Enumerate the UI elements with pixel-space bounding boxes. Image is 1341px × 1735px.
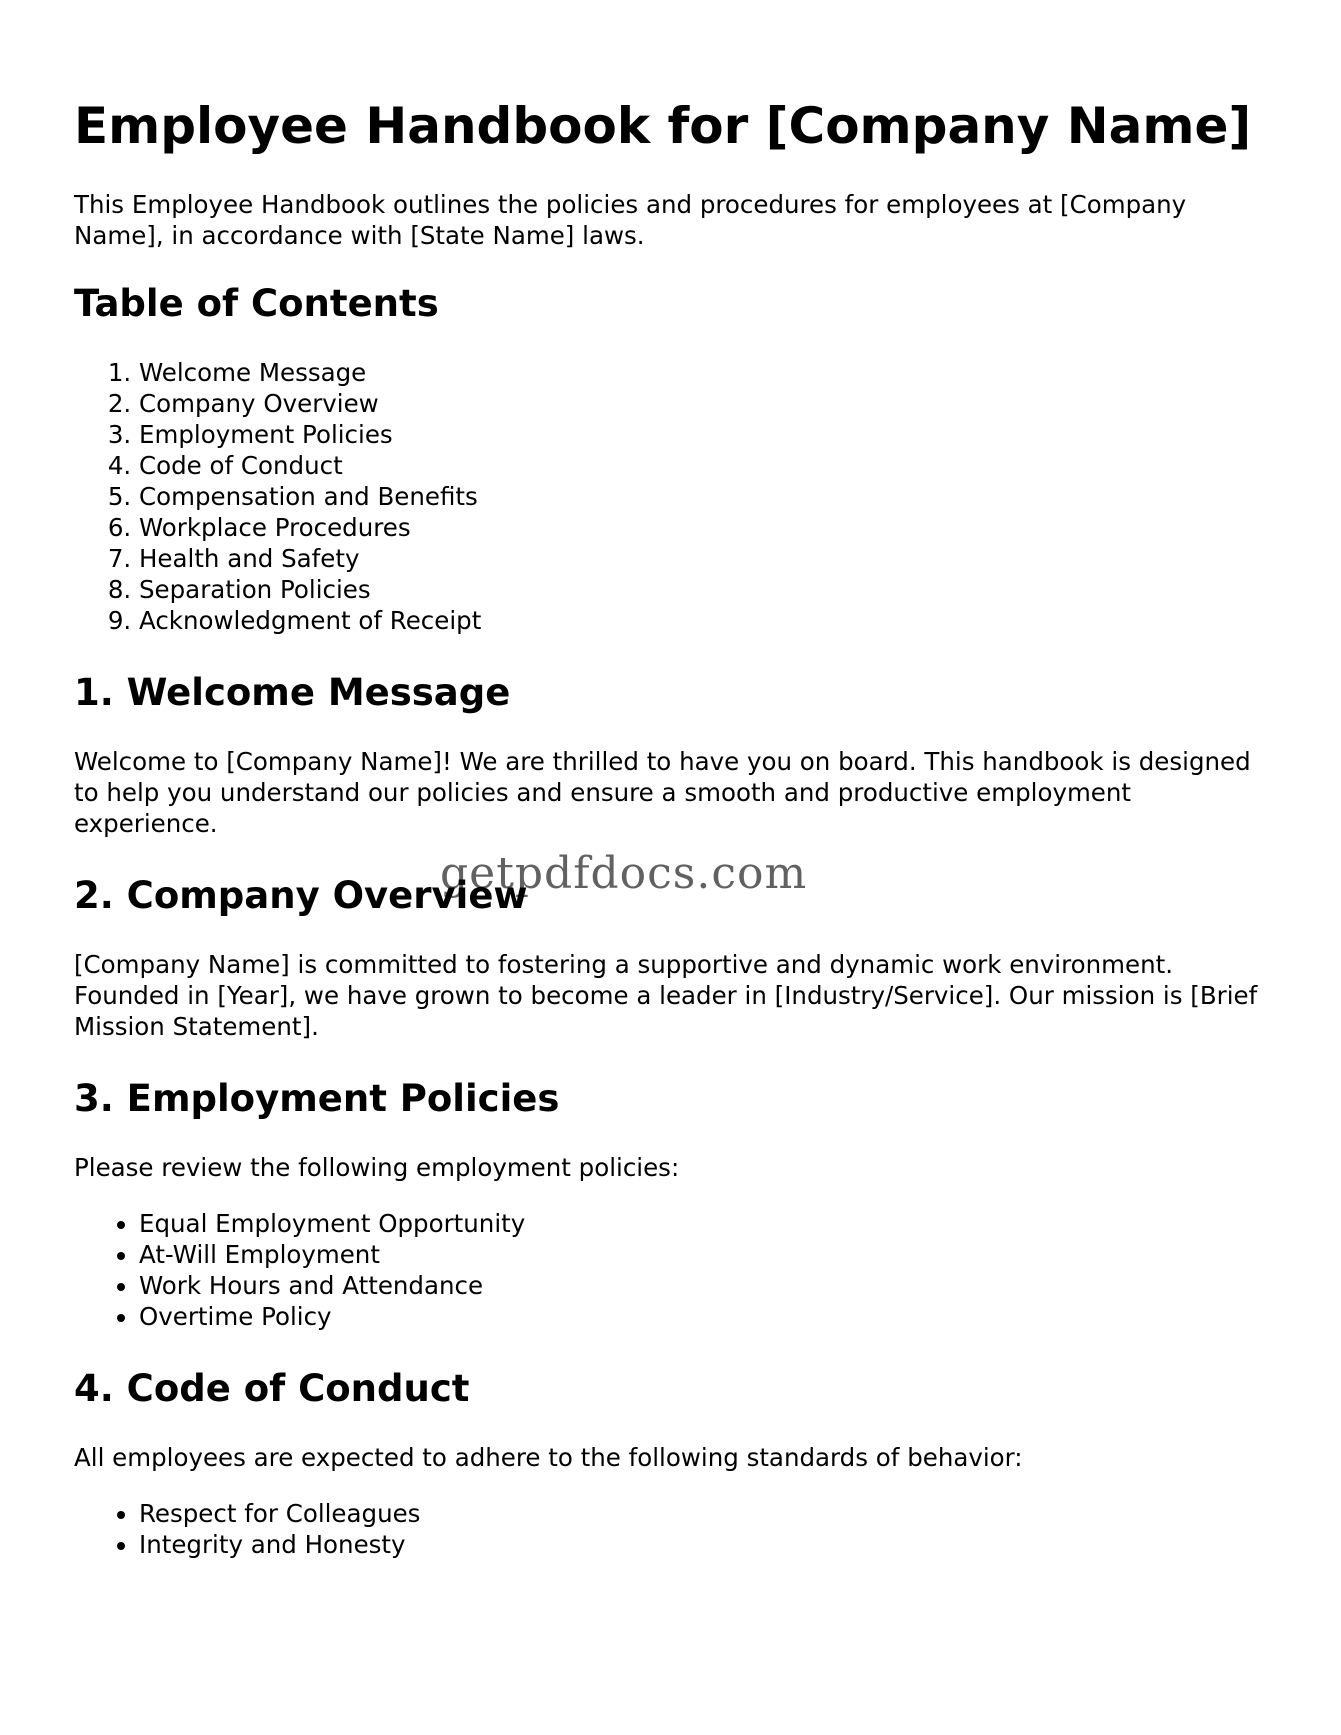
toc-item: 1. Welcome Message bbox=[139, 357, 1274, 388]
toc-item: 2. Company Overview bbox=[139, 388, 1274, 419]
toc-item: 6. Workplace Procedures bbox=[139, 512, 1274, 543]
toc-item: 7. Health and Safety bbox=[139, 543, 1274, 574]
list-item: • Work Hours and Attendance bbox=[139, 1270, 1274, 1301]
document-title: Employee Handbook for [Company Name] bbox=[74, 97, 1252, 155]
list-item: • Respect for Colleagues bbox=[139, 1498, 1274, 1529]
section-heading-conduct: 4. Code of Conduct bbox=[74, 1367, 470, 1410]
toc-list bbox=[74, 357, 1274, 636]
conduct-paragraph: All employees are expected to adhere to the following standards of behavior: bbox=[74, 1443, 1023, 1472]
overview-paragraph: [Company Name] is committed to fostering a supportive and dynamic work environment. Founded in [Year], we have grown to become a leader in [Industry/Service]. Our mission is [Brief Mission Statement]. bbox=[74, 950, 1258, 1041]
list-item: • Overtime Policy bbox=[139, 1301, 1274, 1332]
toc-item: 9. Acknowledgment of Receipt bbox=[139, 605, 1274, 636]
employment-policy-list bbox=[74, 1208, 1274, 1332]
list-item: • Integrity and Honesty bbox=[139, 1529, 1274, 1560]
list-item: • At-Will Employment bbox=[139, 1239, 1274, 1270]
toc-item: 3. Employment Policies bbox=[139, 419, 1274, 450]
list-item: • Equal Employment Opportunity bbox=[139, 1208, 1274, 1239]
toc-item: 4. Code of Conduct bbox=[139, 450, 1274, 481]
section-heading-employment: 3. Employment Policies bbox=[74, 1077, 560, 1120]
intro-paragraph: This Employee Handbook outlines the policies and procedures for employees at [Company Name], in accordance with [State Name] laws. bbox=[74, 190, 1187, 250]
section-heading-overview: 2. Company Overview bbox=[74, 874, 528, 917]
conduct-standards-list bbox=[74, 1498, 1274, 1560]
section-heading-welcome: 1. Welcome Message bbox=[74, 671, 511, 714]
welcome-paragraph: Welcome to [Company Name]! We are thrilled to have you on board. This handbook is designed to help you understand our policies and ensure a smooth and productive employment experience. bbox=[74, 747, 1251, 838]
toc-heading: Table of Contents bbox=[74, 282, 439, 325]
watermark: getpdfdocs.com bbox=[440, 848, 808, 899]
toc-item: 8. Separation Policies bbox=[139, 574, 1274, 605]
employment-paragraph: Please review the following employment policies: bbox=[74, 1153, 680, 1182]
document-page bbox=[74, 0, 1274, 1560]
toc-item: 5. Compensation and Benefits bbox=[139, 481, 1274, 512]
